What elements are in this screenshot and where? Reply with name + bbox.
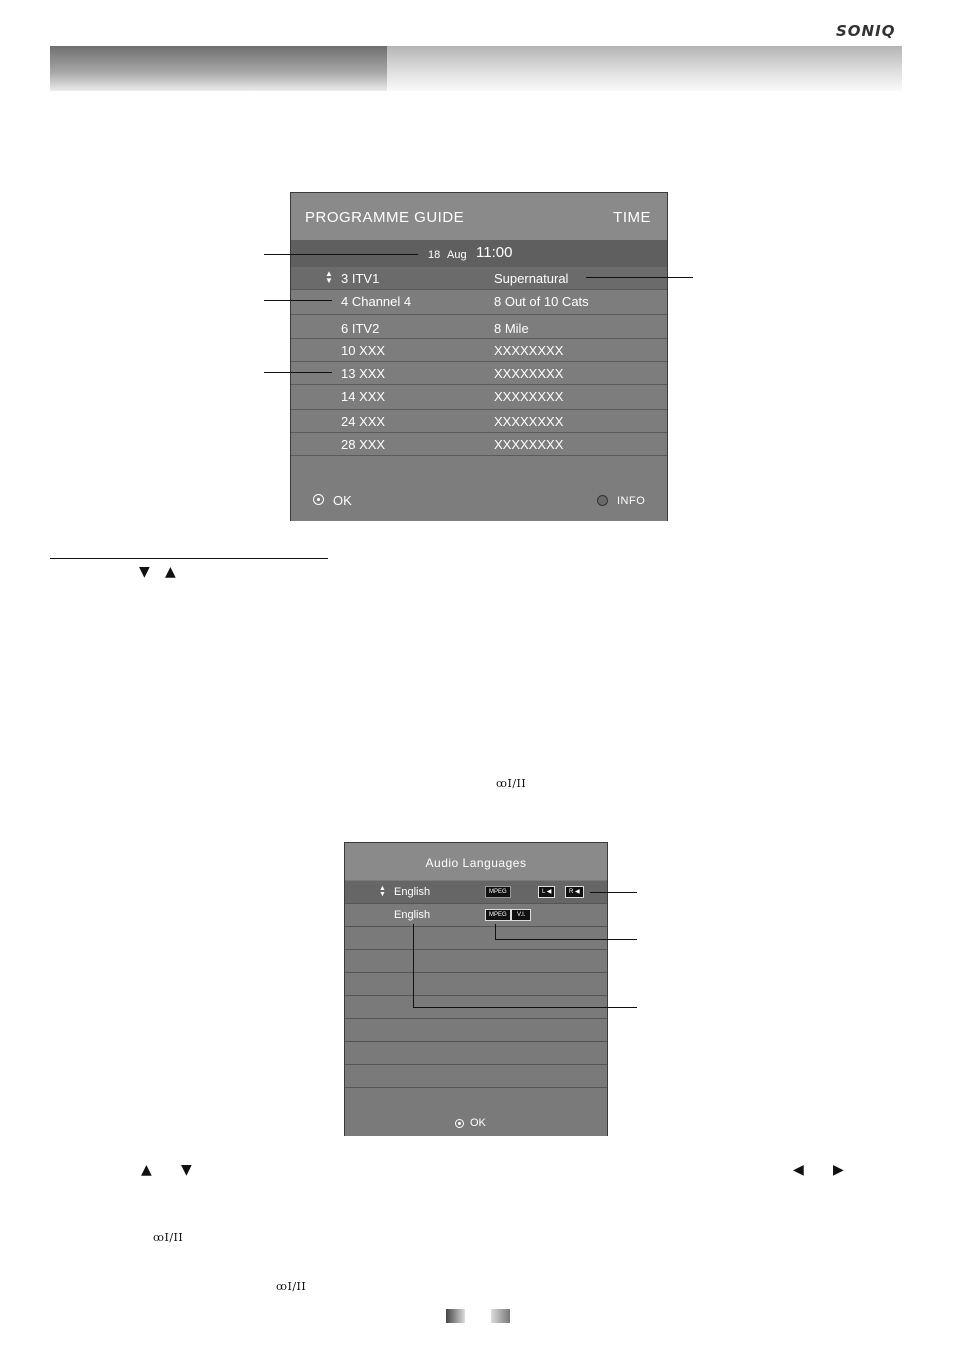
programme-guide-screen xyxy=(290,192,668,521)
audio-track-row-empty[interactable] xyxy=(345,1042,607,1065)
channel-row[interactable] xyxy=(291,362,667,385)
callout-line-channel xyxy=(264,300,332,301)
audio-languages-screen xyxy=(344,842,608,1136)
programme-guide-header xyxy=(291,193,667,240)
channel-name: 14 XXX xyxy=(341,389,386,404)
channel-row[interactable] xyxy=(291,315,667,339)
audio-language: English xyxy=(394,909,431,921)
section-rule xyxy=(50,558,328,559)
info-label: INFO xyxy=(617,495,646,507)
audio-track-row-empty[interactable] xyxy=(345,950,607,973)
codec-badge: MPEG xyxy=(485,886,511,898)
callout-line-programme xyxy=(586,277,693,278)
dual-audio-icon: ꝏI/II xyxy=(276,1280,307,1293)
down-arrow-icon: ▼ xyxy=(139,564,150,580)
audio-track-row-empty[interactable] xyxy=(345,1088,607,1111)
info-button-icon xyxy=(597,495,608,506)
channel-row[interactable] xyxy=(291,410,667,433)
right-channel-badge: R ◀ xyxy=(565,886,584,898)
programme-guide-title: PROGRAMME GUIDE xyxy=(305,209,465,226)
ok-button-icon xyxy=(455,1119,464,1128)
time-label: TIME xyxy=(613,209,651,226)
dual-audio-icon: ꝏI/II xyxy=(153,1231,184,1244)
callout-line-list xyxy=(264,372,332,373)
header-band-right xyxy=(387,46,902,91)
ok-button-icon xyxy=(313,494,324,505)
programme-name: XXXXXXXX xyxy=(494,366,564,381)
channel-name: 10 XXX xyxy=(341,343,386,358)
brand-logo: SONIQ xyxy=(836,22,896,40)
channel-row[interactable] xyxy=(291,433,667,456)
down-arrow-icon: ▼ xyxy=(181,1162,192,1178)
updown-arrow-icon: ▲ ▼ xyxy=(379,885,386,898)
page-mark-right xyxy=(491,1309,510,1323)
channel-row[interactable] xyxy=(291,385,667,410)
date-month: Aug xyxy=(447,249,467,261)
programme-name: XXXXXXXX xyxy=(494,389,564,404)
channel-name: 24 XXX xyxy=(341,414,386,429)
ok-label: OK xyxy=(333,493,352,508)
visually-impaired-badge: V.I. xyxy=(511,909,531,921)
audio-track-row[interactable] xyxy=(345,881,607,904)
right-arrow-icon: ▶ xyxy=(833,1162,844,1178)
ok-label: OK xyxy=(470,1117,486,1129)
programme-guide-footer xyxy=(291,458,667,521)
programme-name: 8 Out of 10 Cats xyxy=(494,294,589,309)
callout-line-channels xyxy=(590,892,637,893)
programme-name: 8 Mile xyxy=(494,321,529,336)
header-band-left xyxy=(50,46,387,91)
channel-row[interactable] xyxy=(291,290,667,315)
channel-row[interactable] xyxy=(291,339,667,362)
callout-line-codec xyxy=(495,939,637,940)
left-arrow-icon: ◀ xyxy=(793,1162,804,1178)
channel-name: 6 ITV2 xyxy=(341,321,380,336)
programme-name: XXXXXXXX xyxy=(494,414,564,429)
callout-line-date xyxy=(264,254,418,255)
channel-name: 28 XXX xyxy=(341,437,386,452)
audio-languages-title: Audio Languages xyxy=(425,856,527,870)
callout-line-language-v xyxy=(413,924,414,1007)
speaker-icon: ◀ xyxy=(546,889,552,895)
programme-name: XXXXXXXX xyxy=(494,437,564,452)
programme-name: XXXXXXXX xyxy=(494,343,564,358)
audio-languages-header xyxy=(345,843,607,880)
dual-audio-icon: ꝏI/II xyxy=(496,777,527,790)
callout-line-codec-v xyxy=(495,924,496,939)
codec-badge: MPEG xyxy=(485,909,511,921)
audio-track-row[interactable] xyxy=(345,904,607,927)
left-channel-badge: L ◀ xyxy=(538,886,555,898)
audio-language: English xyxy=(394,886,431,898)
channel-name: 13 XXX xyxy=(341,366,386,381)
clock: 11:00 xyxy=(476,244,513,261)
date-day: 18 xyxy=(428,249,441,261)
audio-track-row-empty[interactable] xyxy=(345,1019,607,1042)
audio-track-row-empty[interactable] xyxy=(345,973,607,996)
channel-row[interactable] xyxy=(291,267,667,290)
audio-track-row-empty[interactable] xyxy=(345,1065,607,1088)
updown-arrow-icon: ▲ ▼ xyxy=(325,269,333,285)
page-mark-left xyxy=(446,1309,465,1323)
up-arrow-icon: ▲ xyxy=(165,564,176,580)
programme-name: Supernatural xyxy=(494,271,569,286)
channel-name: 4 Channel 4 xyxy=(341,294,412,309)
up-arrow-icon: ▲ xyxy=(141,1162,152,1178)
callout-line-language xyxy=(413,1007,637,1008)
speaker-icon: ◀ xyxy=(575,889,580,895)
channel-name: 3 ITV1 xyxy=(341,271,380,286)
audio-languages-footer xyxy=(345,1110,607,1136)
